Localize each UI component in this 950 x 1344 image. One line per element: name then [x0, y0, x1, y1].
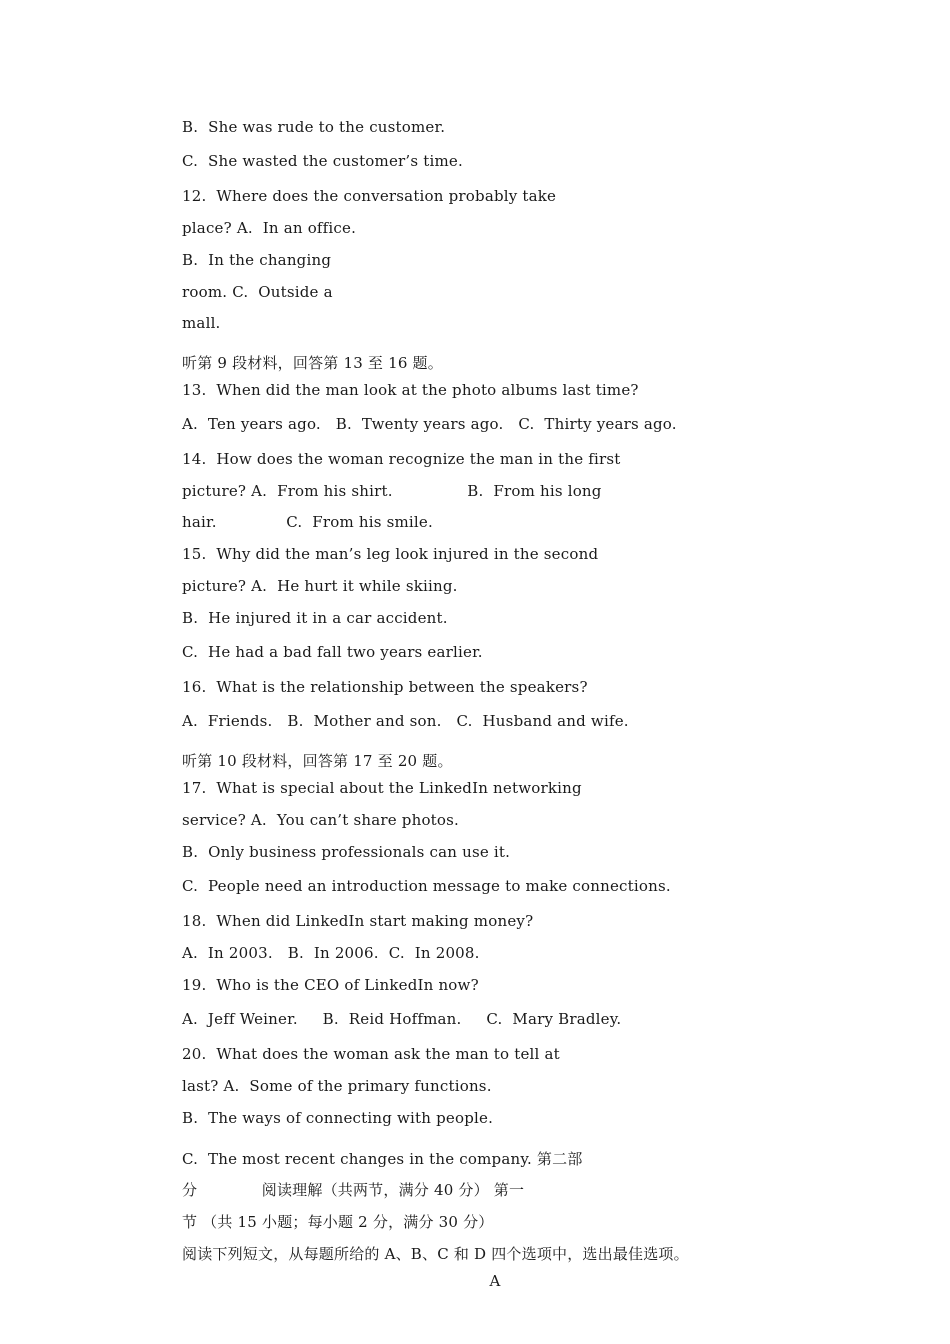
option-line: B. The ways of connecting with people. [182, 1109, 494, 1127]
section-instruction: 听第 10 段材料，回答第 17 至 20 题。 [182, 752, 453, 770]
question-line: last? A. Some of the primary functions. [182, 1077, 492, 1095]
option-line: room. C. Outside a [182, 283, 333, 301]
reading-instruction: 阅读下列短文，从每题所给的 A、B、C 和 D 四个选项中，选出最佳选项。 [182, 1245, 689, 1263]
section-heading: 分 阅读理解（共两节，满分 40 分） 第一 [182, 1181, 525, 1199]
option-line: C. She wasted the customer’s time. [182, 152, 463, 170]
question-line: 14. How does the woman recognize the man in the first [182, 450, 621, 468]
question-line: picture? A. He hurt it while skiing. [182, 577, 458, 595]
question-line: picture? A. From his shirt. B. From his long [182, 482, 602, 500]
option-line: hair. C. From his smile. [182, 513, 433, 531]
option-line: A. Ten years ago. B. Twenty years ago. C. Thirty years ago. [182, 415, 677, 433]
option-line: A. Friends. B. Mother and son. C. Husband and wife. [182, 712, 629, 730]
question-line: 19. Who is the CEO of LinkedIn now? [182, 976, 479, 994]
section-heading: 节 （共 15 小题；每小题 2 分，满分 30 分） [182, 1213, 494, 1231]
option-line: C. He had a bad fall two years earlier. [182, 643, 483, 661]
section-instruction: 听第 9 段材料，回答第 13 至 16 题。 [182, 354, 443, 372]
question-line: 16. What is the relationship between the speakers? [182, 678, 588, 696]
question-line: 12. Where does the conversation probably take [182, 187, 557, 205]
question-line: 15. Why did the man’s leg look injured in the second [182, 545, 599, 563]
option-line: A. In 2003. B. In 2006. C. In 2008. [182, 944, 480, 962]
option-line: B. She was rude to the customer. [182, 118, 446, 136]
question-line: 17. What is special about the LinkedIn networking [182, 779, 582, 797]
passage-label: A [489, 1272, 501, 1290]
option-line: B. He injured it in a car accident. [182, 609, 448, 627]
question-line: 18. When did LinkedIn start making money? [182, 912, 534, 930]
question-line: 13. When did the man look at the photo albums last time? [182, 381, 639, 399]
option-line: C. The most recent changes in the company. 第二部 [182, 1150, 583, 1168]
option-line: mall. [182, 314, 221, 332]
question-line: 20. What does the woman ask the man to tell at [182, 1045, 560, 1063]
option-line: B. Only business professionals can use it. [182, 843, 511, 861]
question-line: place? A. In an office. [182, 219, 357, 237]
option-line: A. Jeff Weiner. B. Reid Hoffman. C. Mary Bradley. [182, 1010, 622, 1028]
option-line: C. People need an introduction message to make connections. [182, 877, 671, 895]
question-line: service? A. You can’t share photos. [182, 811, 460, 829]
option-line: B. In the changing [182, 251, 332, 269]
